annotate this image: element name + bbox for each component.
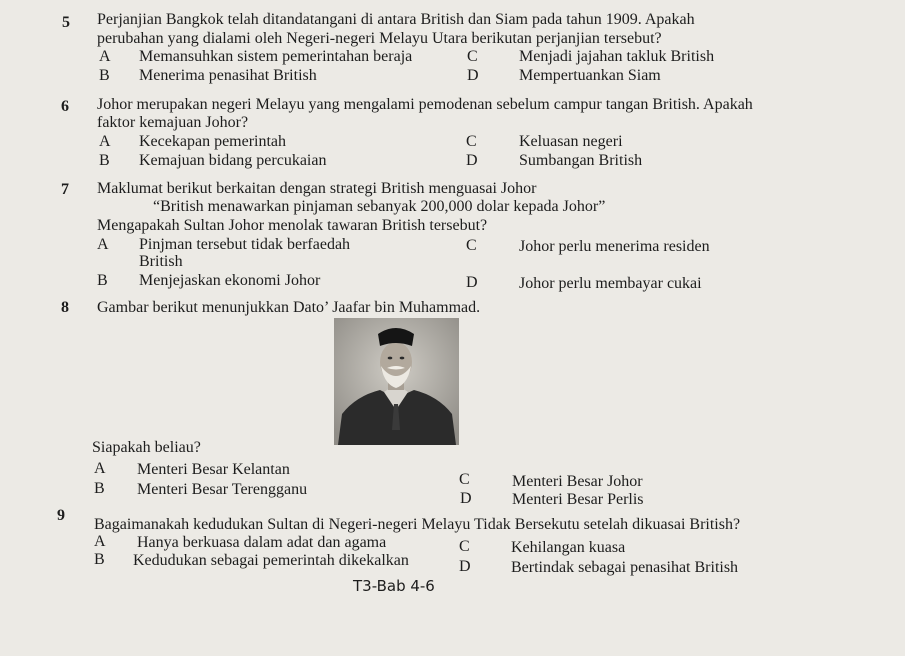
question-5-option-b-letter: B [99, 67, 110, 84]
question-7-question: Mengapakah Sultan Johor menolak tawaran British tersebut? [97, 217, 488, 234]
question-9-option-a-letter: A [94, 533, 106, 550]
question-8-question: Siapakah beliau? [92, 439, 201, 456]
question-7-option-b-letter: B [97, 272, 108, 289]
question-7-number: 7 [61, 181, 69, 198]
question-7-option-d-letter: D [466, 274, 478, 291]
question-9-option-d-letter: D [459, 558, 471, 575]
question-7-option-d-text: Johor perlu membayar cukai [519, 275, 702, 292]
question-6-stem-line-2: faktor kemajuan Johor? [97, 114, 249, 131]
question-8-option-c-text: Menteri Besar Johor [512, 473, 643, 490]
question-6-option-a-text: Kecekapan pemerintah [139, 133, 287, 150]
question-9-option-c-letter: C [459, 538, 470, 555]
question-5-option-a-text: Memansuhkan sistem pemerintahan beraja [139, 48, 413, 65]
question-8-option-a-letter: A [94, 460, 106, 477]
question-9-option-a-text: Hanya berkuasa dalam adat dan agama [137, 534, 387, 551]
question-7-option-c-text: Johor perlu menerima residen [519, 238, 710, 255]
question-6-option-a-letter: A [99, 133, 111, 150]
question-6-number: 6 [61, 98, 69, 115]
question-8-option-c-letter: C [459, 471, 470, 488]
question-5-option-a-letter: A [99, 48, 111, 65]
question-7-option-b-text: Menjejaskan ekonomi Johor [139, 272, 321, 289]
question-7-option-a-letter: A [97, 236, 109, 253]
question-8-number: 8 [61, 299, 69, 316]
question-6-option-c-text: Keluasan negeri [519, 133, 623, 150]
question-9-option-b-letter: B [94, 551, 105, 568]
question-6-option-b-text: Kemajuan bidang percukaian [139, 152, 327, 169]
question-5-option-d-text: Mempertuankan Siam [519, 67, 661, 84]
page-footer-label: T3-Bab 4-6 [353, 577, 435, 595]
question-9-number: 9 [57, 507, 65, 524]
question-7-option-a-text: Pinjman tersebut tidak berfaedah [139, 236, 351, 253]
question-7-option-c-letter: C [466, 237, 477, 254]
question-7-stem: Maklumat berikut berkaitan dengan strategi British menguasai Johor [97, 180, 537, 197]
question-7-quote: “British menawarkan pinjaman sebanyak 200,000 dolar kepada Johor” [153, 198, 606, 215]
question-5-option-c-letter: C [467, 48, 478, 65]
question-6-option-d-letter: D [466, 152, 478, 169]
question-5-stem-line-1: Perjanjian Bangkok telah ditandatangani di antara British dan Siam pada tahun 1909. Apakah [97, 11, 695, 28]
question-9-option-b-text: Kedudukan sebagai pemerintah dikekalkan [133, 552, 409, 569]
question-9-stem: Bagaimanakah kedudukan Sultan di Negeri-negeri Melayu Tidak Bersekutu setelah dikuasai British? [94, 516, 741, 533]
portrait-illustration [334, 318, 459, 445]
question-5-option-c-text: Menjadi jajahan takluk British [519, 48, 715, 65]
question-9-option-c-text: Kehilangan kuasa [511, 539, 626, 556]
question-7-option-a-text-line-2: British [139, 253, 183, 270]
question-6-stem-line-1: Johor merupakan negeri Melayu yang mengalami pemodenan sebelum campur tangan British. Apakah [97, 96, 753, 113]
question-8-option-b-text: Menteri Besar Terengganu [137, 481, 308, 498]
question-9-option-d-text: Bertindak sebagai penasihat British [511, 559, 739, 576]
question-8-option-a-text: Menteri Besar Kelantan [137, 461, 290, 478]
question-5-number: 5 [62, 14, 70, 31]
question-8-option-d-letter: D [460, 490, 472, 507]
question-6-option-b-letter: B [99, 152, 110, 169]
portrait-photo [334, 318, 459, 445]
question-8-option-b-letter: B [94, 480, 105, 497]
question-5-option-d-letter: D [467, 67, 479, 84]
question-6-option-d-text: Sumbangan British [519, 152, 643, 169]
question-8-stem: Gambar berikut menunjukkan Dato’ Jaafar bin Muhammad. [97, 299, 481, 316]
question-5-stem-line-2: perubahan yang dialami oleh Negeri-negeri Melayu Utara berikutan perjanjian tersebut? [97, 30, 662, 47]
question-5-option-b-text: Menerima penasihat British [139, 67, 317, 84]
question-8-option-d-text: Menteri Besar Perlis [512, 491, 644, 508]
question-6-option-c-letter: C [466, 133, 477, 150]
